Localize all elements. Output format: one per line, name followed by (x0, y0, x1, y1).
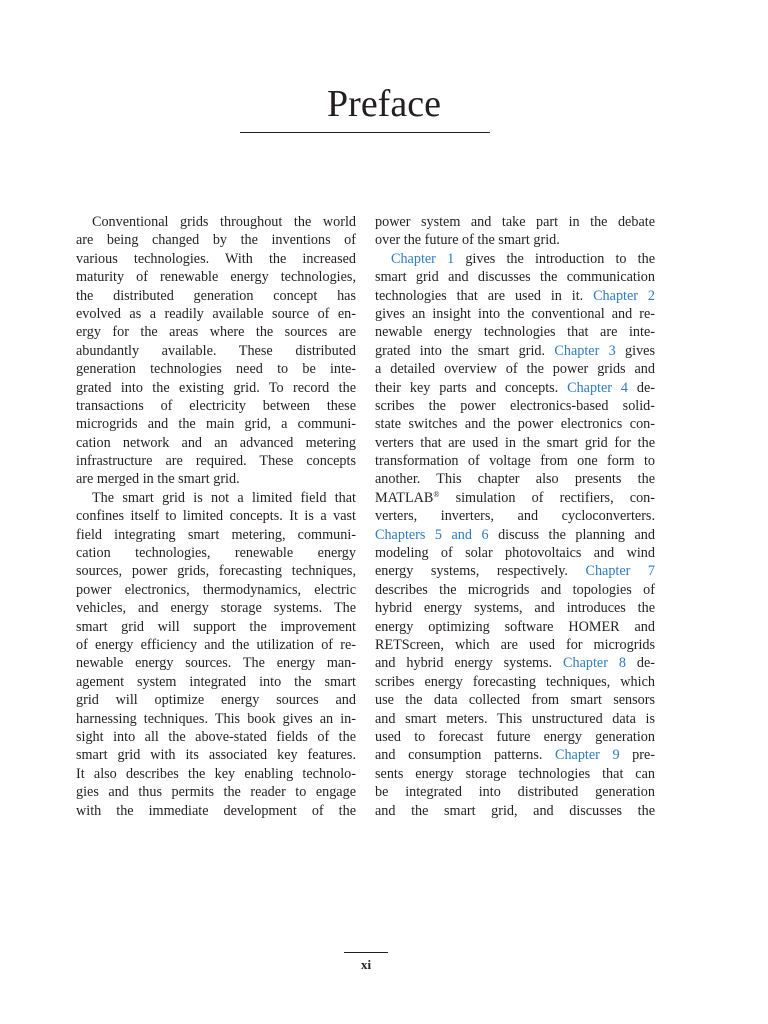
text-run: modeling of solar photovoltaics and wind (375, 545, 655, 562)
folio-rule (344, 952, 388, 953)
page-title: Preface (327, 83, 441, 125)
text-line (375, 305, 655, 323)
text-line: smart grid with its associated key features. (76, 747, 356, 764)
text-line: with the immediate development of the (76, 802, 356, 819)
chapter-link[interactable]: Chapter 8 (563, 655, 626, 672)
text-run: and smart meters. This unstructured data is (375, 710, 655, 727)
title-rule (240, 132, 490, 133)
text-run: discuss the planning and (488, 526, 655, 543)
text-line (375, 581, 655, 599)
text-line: abundantly available. These distributed (76, 342, 356, 359)
text-line (375, 470, 655, 488)
text-run: de- (628, 379, 655, 396)
text-line: generation technologies need to be inte- (76, 361, 356, 378)
text-line (375, 618, 655, 636)
text-line (375, 802, 655, 820)
chapter-link[interactable]: Chapter 2 (593, 287, 655, 304)
text-line (375, 783, 655, 801)
text-line (375, 765, 655, 783)
chapter-link[interactable]: Chapters 5 and 6 (375, 526, 489, 543)
text-line (375, 397, 655, 415)
text-run: and consumption patterns. (375, 747, 555, 764)
text-line: are merged in the smart grid. (76, 471, 240, 488)
text-line (375, 452, 655, 470)
text-line (375, 342, 655, 360)
text-run: simulation of rectifiers, con- (439, 489, 655, 506)
text-run: over the future of the smart grid. (375, 232, 560, 249)
text-line: transactions of electricity between these (76, 397, 356, 414)
text-run: energy systems, respectively. (375, 563, 586, 580)
text-run: technologies that are used in it. (375, 287, 594, 304)
text-line: Conventional grids throughout the world (92, 214, 356, 230)
text-run: use the data collected from smart sensors (375, 692, 655, 709)
text-line (375, 507, 655, 525)
chapter-link[interactable]: Chapter 9 (554, 747, 620, 764)
text-run: state switches and the power electronics con- (375, 416, 655, 433)
text-line (375, 691, 655, 709)
text-line: agement system integrated into the smart (76, 673, 356, 690)
left-column (76, 213, 356, 820)
text-run: transformation of voltage from one form to (375, 453, 655, 470)
text-line: newable energy sources. The energy man- (76, 655, 356, 672)
text-run: be integrated into distributed generation (375, 784, 655, 801)
text-line: infrastructure are required. These concepts (76, 453, 356, 470)
text-run: newable energy technologies that are inte- (375, 324, 655, 341)
text-line (375, 636, 655, 654)
text-line (375, 250, 655, 268)
chapter-link[interactable]: Chapter 1 (391, 250, 455, 267)
text-line: field integrating smart metering, communi- (76, 526, 356, 543)
text-run: gives (615, 342, 655, 359)
page-number: xi (360, 957, 372, 972)
text-line (375, 268, 655, 286)
text-line: harnessing techniques. This book gives an in- (76, 710, 356, 727)
text-line (375, 526, 655, 544)
text-run: pre- (619, 747, 655, 764)
text-line: evolved as a readily available source of en- (76, 305, 356, 322)
text-run: a detailed overview of the power grids and (375, 361, 655, 378)
text-line (375, 746, 655, 764)
text-line (375, 379, 655, 397)
text-line: grated into the existing grid. To record the (76, 379, 356, 396)
text-line: cation network and an advanced metering (76, 434, 356, 451)
text-line: sight into all the above-stated fields of the (76, 728, 356, 745)
text-line: grid will optimize energy sources and (76, 692, 356, 709)
text-line (375, 323, 655, 341)
text-line: It also describes the key enabling technolo- (76, 765, 356, 782)
text-line (375, 489, 655, 507)
text-run: grated into the smart grid. (375, 342, 555, 359)
text-run: energy optimizing software HOMER and (375, 618, 655, 635)
text-run: de- (625, 655, 655, 672)
text-run: gives an insight into the conventional and re- (375, 305, 655, 322)
text-line: sources, power grids, forecasting techniques, (76, 563, 356, 580)
text-run: their key parts and concepts. (375, 379, 568, 396)
text-run: hybrid energy systems, and introduces the (375, 600, 655, 617)
text-line: cation technologies, renewable energy (76, 545, 356, 562)
chapter-link[interactable]: Chapter 3 (554, 342, 616, 359)
text-line: various technologies. With the increased (76, 250, 356, 267)
text-run: gives the introduction to the (454, 250, 655, 267)
text-line (375, 360, 655, 378)
chapter-link[interactable]: Chapter 7 (585, 563, 655, 580)
text-line: confines itself to limited concepts. It is a vast (76, 508, 356, 525)
text-line: are being changed by the inventions of (76, 232, 356, 249)
text-line (375, 231, 655, 249)
text-run: MATLAB (375, 489, 434, 506)
text-run: describes the microgrids and topologies of (375, 581, 655, 598)
text-line (375, 599, 655, 617)
text-line: the distributed generation concept has (76, 287, 356, 304)
text-run: smart grid and discusses the communication (375, 269, 655, 286)
text-line: maturity of renewable energy technologies, (76, 269, 356, 286)
text-run: verters, inverters, and cycloconverters. (375, 508, 655, 525)
text-line: vehicles, and energy storage systems. The (76, 600, 356, 617)
chapter-link[interactable]: Chapter 4 (567, 379, 628, 396)
text-line (375, 415, 655, 433)
text-line: ergy for the areas where the sources are (76, 324, 356, 341)
text-line (375, 562, 655, 580)
text-line (375, 728, 655, 746)
text-run: scribes the power electronics-based solid- (375, 397, 655, 414)
text-run: another. This chapter also presents the (375, 471, 655, 488)
text-run: and hybrid energy systems. (375, 655, 564, 672)
text-line (375, 287, 655, 305)
text-line (375, 654, 655, 672)
text-line (375, 544, 655, 562)
text-run: and the smart grid, and discusses the (375, 802, 655, 819)
text-run: sents energy storage technologies that can (375, 765, 655, 782)
text-line (375, 710, 655, 728)
text-line: microgrids and the main grid, a communi- (76, 416, 356, 433)
text-line: of energy efficiency and the utilization of re- (76, 636, 356, 653)
text-line: smart grid will support the improvement (76, 618, 356, 635)
text-run: verters that are used in the smart grid for the (375, 434, 655, 451)
text-run: scribes energy forecasting techniques, which (375, 673, 655, 690)
right-column (375, 213, 655, 820)
text-run: RETScreen, which are used for microgrids (375, 636, 655, 653)
text-run: used to forecast future energy generation (375, 728, 655, 745)
text-run: power system and take part in the debate (375, 214, 655, 230)
text-line (375, 673, 655, 691)
text-line: power electronics, thermodynamics, electric (76, 581, 356, 598)
text-line (375, 213, 655, 231)
registered-mark: ® (433, 489, 440, 499)
text-line: gies and thus permits the reader to engage (76, 784, 356, 801)
text-line: The smart grid is not a limited field that (92, 489, 356, 506)
text-line (375, 434, 655, 452)
